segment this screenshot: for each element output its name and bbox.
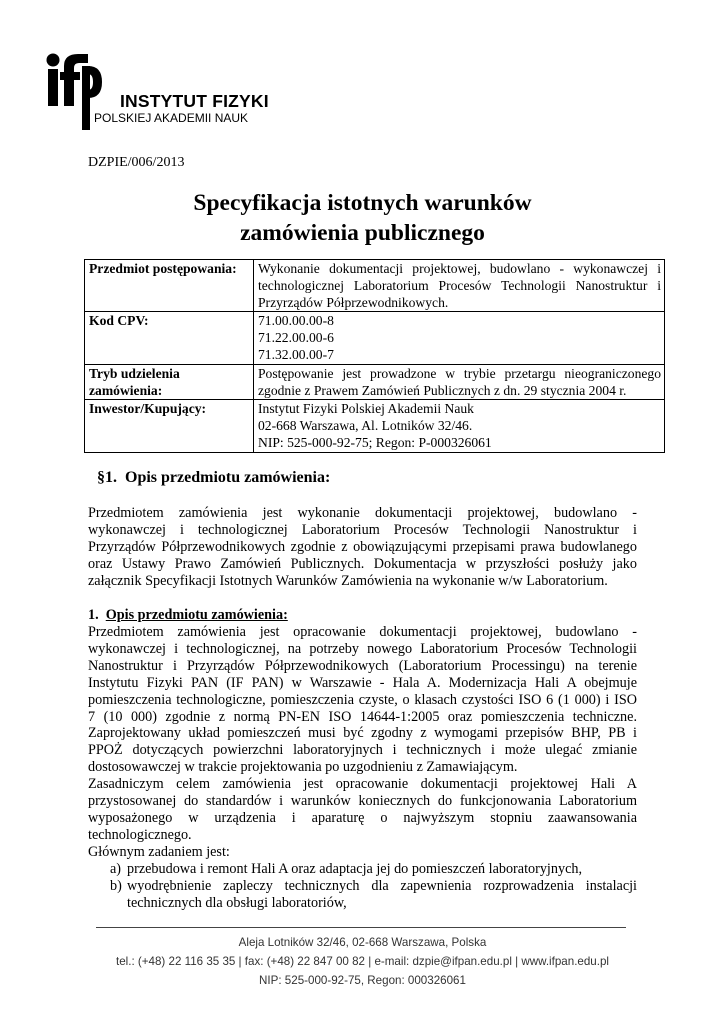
label-line: zamówienia:: [89, 382, 163, 398]
procurement-info-table: [84, 259, 665, 453]
institute-subtitle: POLSKIEJ AKADEMII NAUK: [94, 111, 249, 125]
institute-logo: [44, 52, 269, 130]
list-item-text: wyodrębnienie zapleczy technicznych dla zapewnienia rozprowadzenia instalacji: [127, 877, 637, 894]
label-line: Tryb udzielenia: [89, 365, 180, 381]
table-row: [85, 260, 665, 312]
value-line: Postępowanie jest prowadzone w trybie przetargu nieograniczonego: [258, 365, 661, 381]
cpv-code: 71.22.00.00-6: [258, 330, 334, 346]
value-line: Instytut Fizyki Polskiej Akademii Nauk: [258, 401, 474, 417]
document-title-line-2: zamówienia publicznego: [240, 220, 485, 246]
row-label: [85, 364, 254, 400]
document-title-line-1: Specyfikacja istotnych warunków: [193, 190, 532, 216]
row-label: Przedmiot postępowania:: [85, 260, 254, 312]
row-value: [254, 260, 665, 312]
paragraph-line: dostosowawczej w trakcie projektowania po uzgodnieniu z Zamawiającym.: [88, 759, 518, 776]
task-list: [88, 861, 637, 912]
list-marker: b): [110, 877, 122, 894]
paragraph-line: pomieszczenia technologiczne, pomieszczenia czyste, o klasach czystości ISO 6 (1 000) i ISO: [88, 691, 637, 708]
document-number: DZPIE/006/2013: [88, 155, 185, 170]
paragraph-line: Przedmiotem zamówienia jest wykonanie dokumentacji projektowej, budowlano -: [88, 505, 637, 521]
paragraph-line: wyposażonego w urządzenia i aparaturę o najwyższym stopniu zaawansowania: [88, 809, 637, 826]
paragraph-line: wykonawczej i technologicznej Laboratorium Procesów Technologii Nanostruktur i: [88, 521, 637, 538]
section-heading: [97, 469, 330, 487]
paragraph-line: Głównym zadaniem jest:: [88, 843, 230, 860]
cpv-code: 71.00.00.00-8: [258, 313, 334, 329]
institute-name: INSTYTUT FIZYKI: [120, 91, 269, 111]
paragraph-line: Zaprojektowany układ pomieszczeń musi być zgodny z wymogami przepisów BHP, PB i: [88, 725, 637, 742]
value-line: NIP: 525-000-92-75; Regon: P-000326061: [258, 434, 492, 450]
section-title: Opis przedmiotu zamówienia:: [125, 469, 331, 486]
value-line: Przyrządów Półprzewodnikowych.: [258, 294, 449, 310]
cpv-code: 71.32.00.00-7: [258, 346, 334, 362]
table-row: [85, 400, 665, 452]
intro-paragraph: [88, 505, 637, 590]
paragraph-line: Zasadniczym celem zamówienia jest opracowanie dokumentacji projektowej Hali A: [88, 776, 637, 793]
footer-ids: NIP: 525-000-92-75, Regon: 000326061: [259, 974, 466, 987]
list-item: [88, 878, 637, 912]
subsection-heading: [88, 607, 288, 624]
paragraph-line: Przyrządów Półprzewodnikowych zgodnie z obowiązującymi przepisami prawa budowlanego: [88, 538, 637, 555]
paragraph-line: 7 (10 000) zgodnie z normą PN-EN ISO 14644-1:2005 oraz pomieszczenia techniczne.: [88, 708, 637, 725]
list-item: [88, 861, 637, 878]
paragraph-line: oraz Ustawy Prawo Zamówień Publicznych. Dokumentacja w przyszłości posłuży jako: [88, 555, 637, 572]
paragraph-line: Nanostruktur i Przyrządów Półprzewodnikowych (Laboratorium Processingu) na terenie: [88, 657, 637, 674]
paragraph-line: Instytutu Fizyki PAN (IF PAN) w Warszawie - Hala A. Modernizacja Hali A obejmuje: [88, 674, 637, 691]
paragraph-line: załącznik Specyfikacji Istotnych Warunków Zamówienia na wykonanie w/w Laboratorium.: [88, 572, 608, 589]
paragraph-line: wykonawczej i technologicznej, na potrzeby nowego Laboratorium Procesów Technologii: [88, 640, 637, 657]
footer-contact: tel.: (+48) 22 116 35 35 | fax: (+48) 22 847 00 82 | e-mail: dzpie@ifpan.edu.pl | www.ifpan.edu.pl: [115, 955, 610, 968]
paragraph-line: PPOŻ dotyczących powierzchni laboratoryjnych i technicznych i może ulegać zmianie: [88, 742, 637, 759]
body-paragraph: [88, 624, 637, 861]
row-value: [254, 364, 665, 400]
row-value: [254, 400, 665, 452]
value-line: 02-668 Warszawa, Al. Lotników 32/46.: [258, 418, 473, 434]
list-item-text: technicznych dla obsługi laboratoriów,: [127, 894, 347, 911]
subsection-title: Opis przedmiotu zamówienia:: [105, 607, 288, 623]
subsection-number: 1.: [88, 607, 99, 623]
paragraph-line: technologicznego.: [88, 826, 192, 843]
row-label: Kod CPV:: [85, 312, 254, 364]
row-label: Inwestor/Kupujący:: [85, 400, 254, 452]
table-row: [85, 364, 665, 400]
table-row: [85, 312, 665, 364]
value-line: technologicznej Laboratorium Procesów Technologii Nanostruktur i: [258, 277, 661, 293]
footer-divider: [96, 927, 626, 928]
section-number: §1.: [97, 469, 117, 486]
paragraph-line: Przedmiotem zamówienia jest opracowanie dokumentacji projektowej, budowlano -: [88, 624, 637, 640]
value-line: Wykonanie dokumentacji projektowej, budowlano - wykonawczej i: [258, 261, 661, 276]
row-value: [254, 312, 665, 364]
list-item-text: przebudowa i remont Hali A oraz adaptacja jej do pomieszczeń laboratoryjnych,: [127, 861, 583, 877]
paragraph-line: przystosowanej do standardów i warunków koniecznych do funkcjonowania Laboratorium: [88, 793, 637, 810]
footer-address: Aleja Lotników 32/46, 02-668 Warszawa, Polska: [238, 936, 487, 949]
list-marker: a): [110, 861, 122, 877]
value-line: zgodnie z Prawem Zamówień Publicznych z dn. 29 stycznia 2004 r.: [258, 382, 627, 398]
